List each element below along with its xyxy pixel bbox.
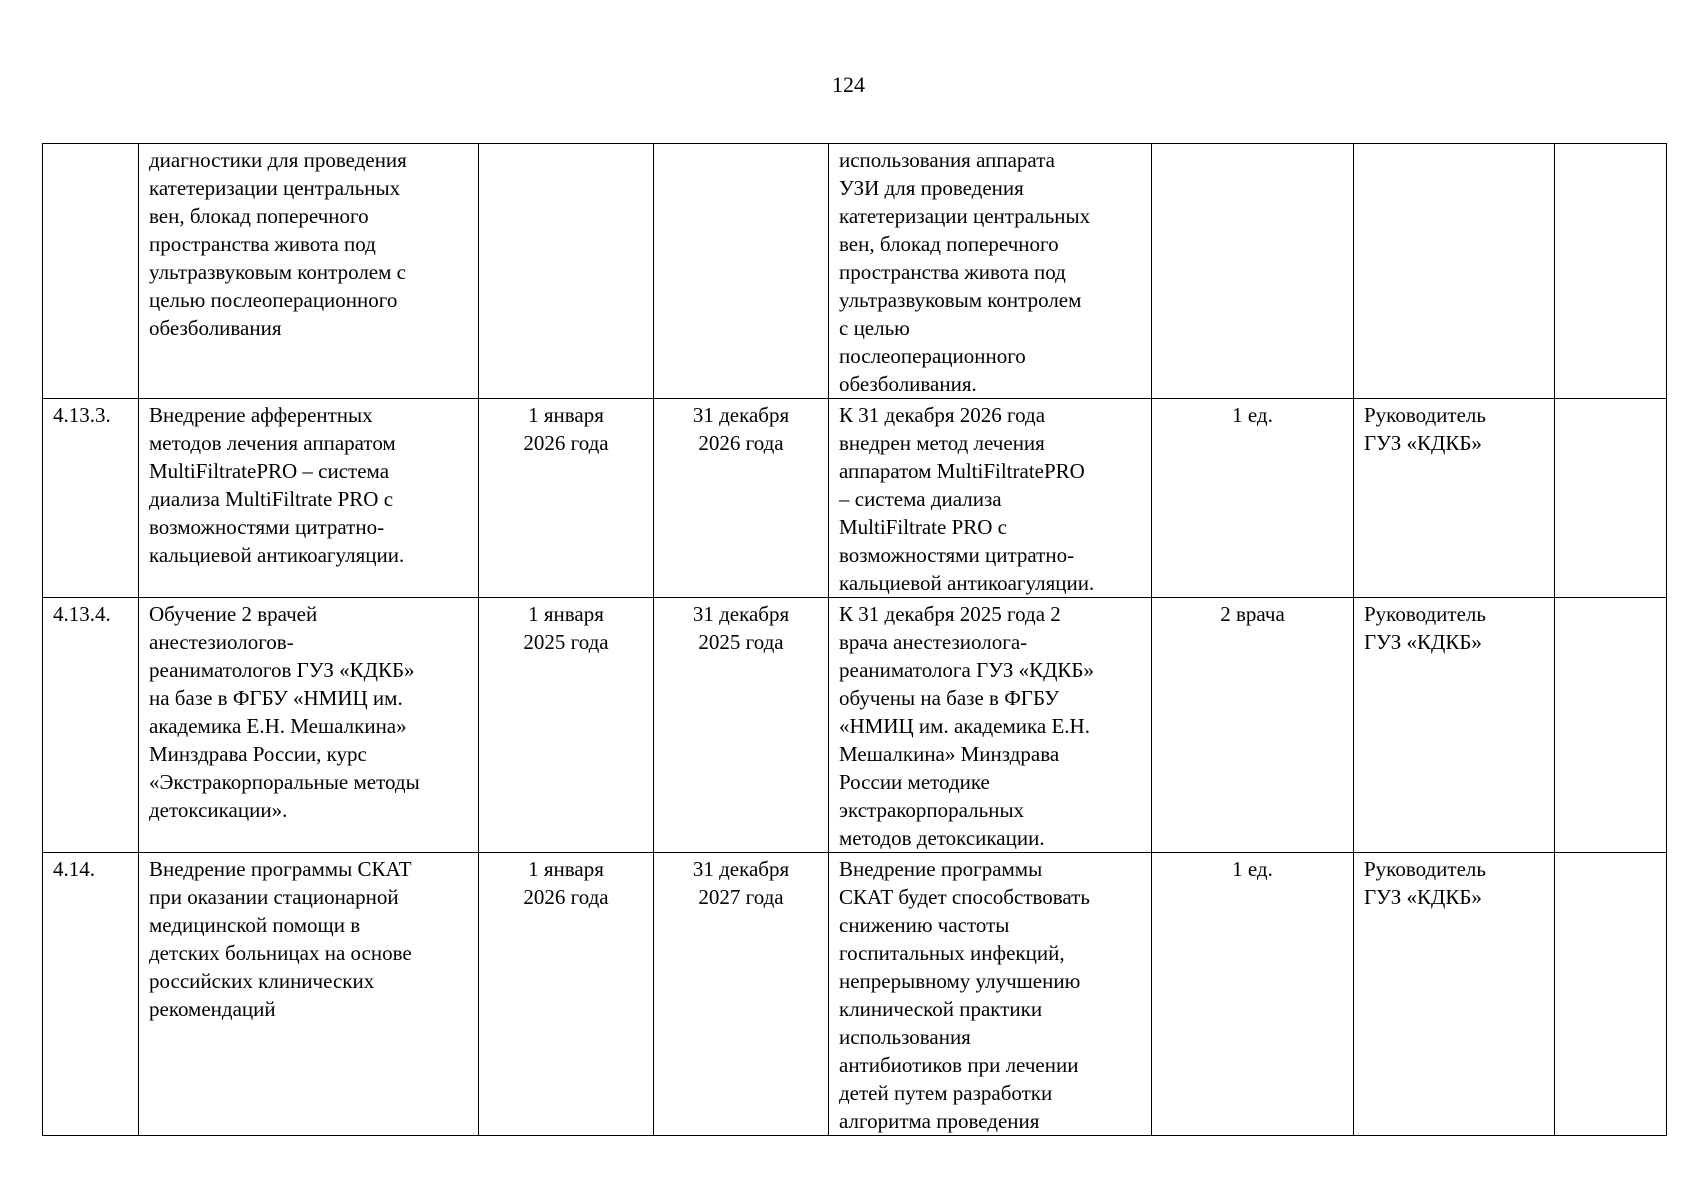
- result-cell: К 31 декабря 2026 года внедрен метод лечения аппаратом MultiFiltratePRO – система диализа MultiFiltrate PRO с возможностями цитратно- кальциевой антикоагуляции.: [829, 399, 1152, 598]
- responsible-cell: [1354, 144, 1555, 399]
- indicator-cell: 1 ед.: [1152, 853, 1354, 1136]
- row-id-cell: 4.14.: [43, 853, 139, 1136]
- activities-table: [42, 143, 1667, 1136]
- result-cell: К 31 декабря 2025 года 2 врача анестезиолога- реаниматолога ГУЗ «КДКБ» обучены на базе в ФГБУ «НМИЦ им. академика Е.Н. Мешалкина» Минздрава России методике экстракорпоральных методов детоксикации.: [829, 598, 1152, 853]
- indicator-cell: 1 ед.: [1152, 399, 1354, 598]
- responsible-cell: Руководитель ГУЗ «КДКБ»: [1354, 399, 1555, 598]
- page-number: 124: [832, 72, 865, 97]
- end-date-cell: 31 декабря 2027 года: [654, 853, 829, 1136]
- row-id-cell: [43, 144, 139, 399]
- row-id-cell: 4.13.4.: [43, 598, 139, 853]
- table-row: [43, 598, 1667, 853]
- extra-cell: [1555, 598, 1667, 853]
- event-cell: Внедрение программы СКАТ при оказании стационарной медицинской помощи в детских больницах на основе российских клинических рекомендаций: [139, 853, 479, 1136]
- start-date-cell: [479, 144, 654, 399]
- table-row: [43, 853, 1667, 1136]
- start-date-cell: 1 января 2026 года: [479, 853, 654, 1136]
- responsible-cell: Руководитель ГУЗ «КДКБ»: [1354, 598, 1555, 853]
- table-row: [43, 399, 1667, 598]
- end-date-cell: 31 декабря 2026 года: [654, 399, 829, 598]
- end-date-cell: 31 декабря 2025 года: [654, 598, 829, 853]
- result-cell: Внедрение программы СКАТ будет способствовать снижению частоты госпитальных инфекций, непрерывному улучшению клинической практики использования антибиотиков при лечении детей путем разработки алгоритма проведения: [829, 853, 1152, 1136]
- extra-cell: [1555, 399, 1667, 598]
- indicator-cell: [1152, 144, 1354, 399]
- table-row: [43, 144, 1667, 399]
- event-cell: диагностики для проведения катетеризации центральных вен, блокад поперечного пространства живота под ультразвуковым контролем с целью послеоперационного обезболивания: [139, 144, 479, 399]
- result-cell: использования аппарата УЗИ для проведения катетеризации центральных вен, блокад поперечного пространства живота под ультразвуковым контролем с целью послеоперационного обезболивания.: [829, 144, 1152, 399]
- event-cell: Внедрение афферентных методов лечения аппаратом MultiFiltratePRO – система диализа MultiFiltrate PRO с возможностями цитратно- кальциевой антикоагуляции.: [139, 399, 479, 598]
- start-date-cell: 1 января 2025 года: [479, 598, 654, 853]
- indicator-cell: 2 врача: [1152, 598, 1354, 853]
- responsible-cell: Руководитель ГУЗ «КДКБ»: [1354, 853, 1555, 1136]
- extra-cell: [1555, 144, 1667, 399]
- start-date-cell: 1 января 2026 года: [479, 399, 654, 598]
- row-id-cell: 4.13.3.: [43, 399, 139, 598]
- event-cell: Обучение 2 врачей анестезиологов- реаниматологов ГУЗ «КДКБ» на базе в ФГБУ «НМИЦ им. академика Е.Н. Мешалкина» Минздрава России, курс «Экстракорпоральные методы детоксикации».: [139, 598, 479, 853]
- end-date-cell: [654, 144, 829, 399]
- extra-cell: [1555, 853, 1667, 1136]
